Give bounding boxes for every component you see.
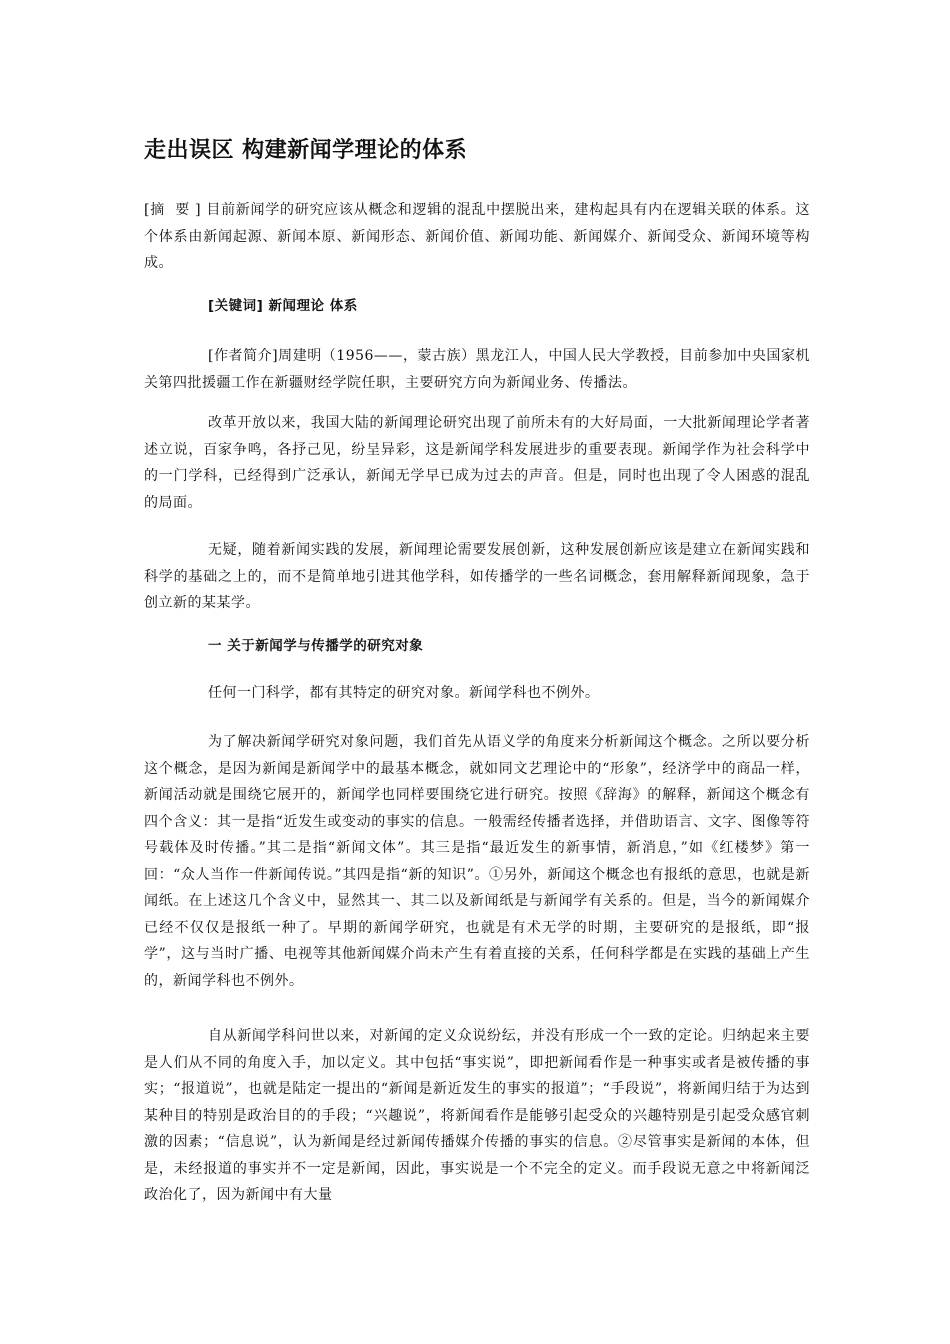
- keywords-line: [关键词] 新闻理论 体系: [208, 298, 358, 314]
- body-paragraph-1: 改革开放以来，我国大陆的新闻理论研究出现了前所未有的大好局面，一大批新闻理论学者著述立说，百家争鸣，各抒己见，纷呈异彩，这是新闻学科发展进步的重要表现。新闻学作为社会科学中的一门学科，已经得到广泛承认，新闻无学早已成为过去的声音。但是，同时也出现了令人困惑的混乱的局面。: [144, 415, 810, 511]
- section-heading-1: 一 关于新闻学与传播学的研究对象: [208, 638, 424, 654]
- body-paragraph-3: 任何一门科学，都有其特定的研究对象。新闻学科也不例外。: [208, 685, 600, 701]
- abstract-text: 目前新闻学的研究应该从概念和逻辑的混乱中摆脱出来，建构起具有内在逻辑关联的体系。这个体系由新闻起源、新闻本原、新闻形态、新闻价值、新闻功能、新闻媒介、新闻受众、新闻环境等构成。: [144, 202, 810, 271]
- body-paragraph-4: 为了解决新闻学研究对象问题，我们首先从语义学的角度来分析新闻这个概念。之所以要分析这个概念，是因为新闻是新闻学中的最基本概念，就如同文艺理论中的“形象”，经济学中的商品一样，新闻活动就是围绕它展开的，新闻学也同样要围绕它进行研究。按照《辞海》的解释，新闻这个概念有四个含义：其一是指“近发生或变动的事实的信息。一般需经传播者选择，并借助语言、文字、图像等符号载体及时传播。”其二是指“新闻文体”。其三是指“最近发生的新事情，新消息，”如《红楼梦》第一回：“众人当作一件新闻传说。”其四是指“新的知识”。①另外，新闻这个概念也有报纸的意思，也就是新闻纸。在上述这几个含义中，显然其一、其二以及新闻纸是与新闻学有关系的。但是，当今的新闻媒介已经不仅仅是报纸一种了。早期的新闻学研究，也就是有术无学的时期，主要研究的是报纸，即“报学”，这与当时广播、电视等其他新闻媒介尚未产生有着直接的关系，任何科学都是在实践的基础上产生的，新闻学科也不例外。: [144, 734, 810, 989]
- document-title: 走出误区 构建新闻学理论的体系: [144, 138, 468, 163]
- body-paragraph-5: 自从新闻学科问世以来，对新闻的定义众说纷纭，并没有形成一个一致的定论。归纳起来主要是人们从不同的角度入手，加以定义。其中包括“事实说”，即把新闻看作是一种事实或者是被传播的事实；“报道说”，也就是陆定一提出的“新闻是新近发生的事实的报道”；“手段说”，将新闻归结于为达到某种目的特别是政治目的的手段；“兴趣说”，将新闻看作是能够引起受众的兴趣特别是引起受众感官刺激的因素；“信息说”，认为新闻是经过新闻传播媒介传播的事实的信息。②尽管事实是新闻的本体，但是，未经报道的事实并不一定是新闻，因此，事实说是一个不完全的定义。而手段说无意之中将新闻泛政治化了，因为新闻中有大量: [144, 1028, 810, 1203]
- body-paragraph-2: 无疑，随着新闻实践的发展，新闻理论需要发展创新，这种发展创新应该是建立在新闻实践和科学的基础之上的，而不是简单地引进其他学科，如传播学的一些名词概念，套用解释新闻现象，急于创立新的某某学。: [144, 542, 810, 611]
- abstract-label: [摘 要 ]: [144, 202, 202, 218]
- abstract-paragraph: [144, 197, 810, 277]
- author-intro-paragraph: [作者简介]周建明（1956——，蒙古族）黑龙江人，中国人民大学教授，目前参加中央国家机关第四批援疆工作在新疆财经学院任职，主要研究方向为新闻业务、传播法。: [144, 348, 810, 391]
